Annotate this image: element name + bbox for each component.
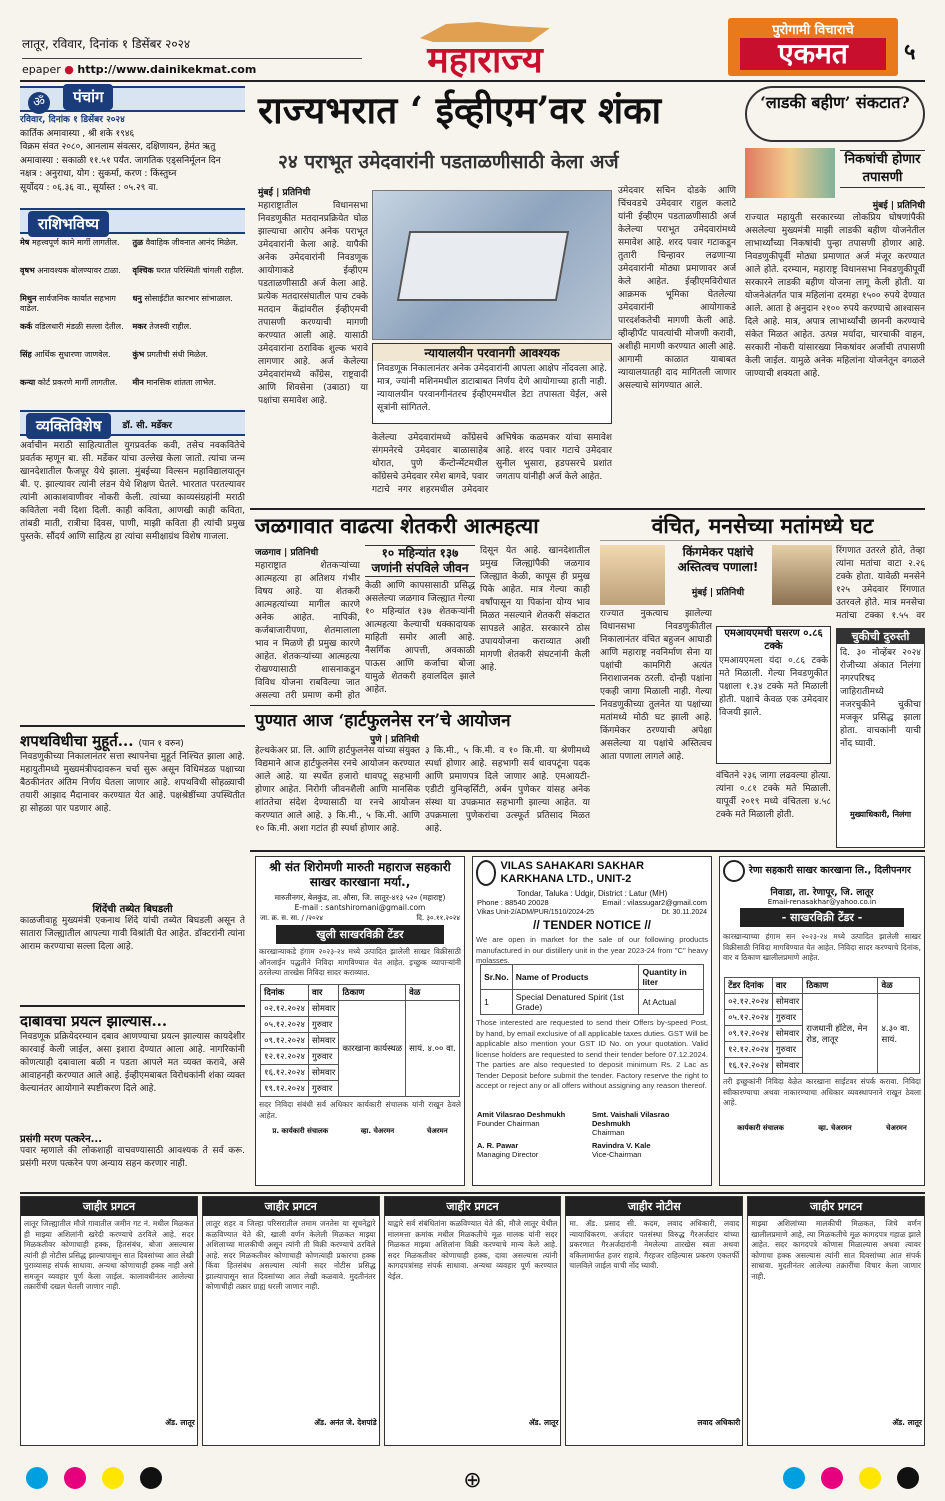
shapath-body2: काळजीवाहू मुख्यमंत्री एकनाथ शिंदे यांची तब्येत बिघडली असून ते सातारा जिल्ह्यातील आपल्या गावी विश्रांती घेत आहेत. डॉक्टरांनी त्यांना आराम करण्याचा सल्ला दिला आहे. xyxy=(20,916,245,952)
rashi-header xyxy=(20,208,245,234)
panchang-line: अमावास्या : सकाळी ११.५१ पर्यंत. जागतिक एड्सनिर्मूलन दिन xyxy=(20,155,221,166)
shapath-article xyxy=(20,725,245,1015)
brand-name: एकमत xyxy=(740,38,886,70)
ad-rena-tender: - साखरविक्री टेंडर - xyxy=(740,908,904,927)
ad-rena-footer: तरी इच्छुकांनी निविदा वेळेत कारखाना साईटवर संपर्क करावा. निविदा स्वीकारण्याचा अथवा नाकारण्याचा अधिकार व्यवस्थापनाने राखून ठेवला आहे. xyxy=(723,1077,921,1107)
pune-byline: पुणे | प्रतिनिधी xyxy=(370,735,419,745)
dabav-subhead: प्रसंगी मरण पत्करेन... xyxy=(20,1134,103,1145)
mns-headline: वंचित, मनसेच्या मतांमध्ये घट xyxy=(651,513,874,538)
vyakti-body: अर्वाचीन मराठी साहित्यातील युगप्रवर्तक कवी, तसेच नवकवितेचे प्रवर्तक म्हणून बा. सी. मर्डेकर यांचा उल्लेख केला जातो. त्यांचा जन्म खानदेशातील फैजपूर येथे झाला. मुंबईच्या विल्सन महाविद्यालयातून बी. ए. झाल्यावर त्यांनी लंडन येथे शिक्षण घेतले. भारतात परतल्यावर त्यांनी आकाशवाणीवर नोकरी केली. त्यांच्या काव्यसंग्रहांनी मराठी कवितेला नवी दिशा दिली. काही कविता, आणखी काही कविता, तांबडी माती, रात्रीचा दिवस, पाणी, माझी कविता ही त्यांची प्रमुख पुस्तके. सौंदर्य आणि साहित्य हा त्यांचा समीक्षाग्रंथ विशेष गाजला. xyxy=(20,441,245,542)
rashi-item: मेष महत्त्वपूर्ण कामे मार्गी लागतील. xyxy=(20,238,120,247)
globe-icon: ● xyxy=(64,63,74,76)
rashi-item: मकर तेजस्वी राहील. xyxy=(132,322,192,331)
table-row: ०५.१२.२०२४ गुरुवार xyxy=(261,1017,460,1033)
ad-shri-email: E-mail : santshiromani@gmail.com xyxy=(294,903,426,912)
lead-col3: उमेदवार सचिन दोडके आणि चिंचवडचे उमेदवार राहुल कलाटे यांनी ईव्हीएम पडताळणीसाठी अर्ज केलेल्या पराभूत उमेदवारांमध्ये समावेश आहे. शरद पवार गटाकडून तुतारी चिन्हावर लढणाऱ्या उमेदवारांनी मोठ्या प्रमाणावर अर्ज केले आहेत. ईव्हीएमविरोधात आक्रमक भूमिका घेतलेल्या उमेदवारांनी आयोगाकडे पारदर्शकतेची मागणी केली आहे. व्हीव्हीपॅट पावत्यांची मोजणी करावी, अशीही मागणी करण्यात आली आहे. आगामी काळात याबाबत न्यायालयातही दाद मागितली जाणार असल्याचे सांगण्यात आले. xyxy=(618,186,736,391)
ladki-body: राज्यात महायुती सरकारच्या लोकप्रिय घोषणांपैकी असलेल्या मुख्यमंत्री माझी लाडकी बहीण योजनेतील लाभार्थ्यांच्या निकषांची पुन्हा तपासणी होणार आहे. निवडणुकीपूर्वी मोठ्या प्रमाणात अर्ज मंजूर करण्यात आले होते. दरम्यान, महाराष्ट्र विधानसभा निवडणुकीपूर्वी सरकारने लाडकी बहीण योजना लागू केली होती. या योजनेअंतर्गत पात्र महिलांना दरमहा १५०० रुपये देण्यात आले. आता हे अनुदान २१०० रुपये करण्याचे आश्वासन दिले आहे. मात्र, अपात्र लाभार्थ्यांची छाननी करण्याचे संकेत मिळत आहेत. उत्पन्न मर्यादा, चारचाकी वाहन, सरकारी नोकरी यांसारख्या निकषांवर अर्जांची तपासणी केली जाईल. यामुळे अनेक महिलांना योजनेतून वगळले जाण्याची शक्यता आहे. xyxy=(745,213,925,379)
correction-title: चुकीची दुरुस्ती xyxy=(837,629,924,644)
rashi-title: राशिभविष्य xyxy=(28,211,109,237)
table-row: ०९.१२.२०२४ सोमवार xyxy=(261,1033,460,1049)
ad-vilas-heading: // TENDER NOTICE // xyxy=(532,918,651,932)
table-row: ०२.१२.२०२४ सोमवार राजधानी हॉटेल, मेन रोड, लातूर ४.३० वा. सायं. xyxy=(725,994,920,1010)
ad-vilas-intro: We are open in market for the sale of our following products manufactured in our distillery unit in the year 2023-24 from "C" heavy molasses. xyxy=(476,935,708,964)
classified-ad: जाहीर प्रगटन माझ्या अशिलांच्या मालकीची मिळकत, जिचे वर्णन खालीलप्रमाणे आहे, त्या मिळकतीचे मूळ कागदपत्र गहाळ झाले आहेत. सदर कागदपत्रे कोणास मिळाल्यास अथवा त्यावर कोणाचा हक्क असल्यास त्यांनी सात दिवसांच्या आत संपर्क साधावा. मुदतीनंतर आलेल्या तक्रारींचा विचार केला जाणार नाही. अ‍ॅड. लातूर xyxy=(747,1196,925,1446)
section-title: महाराज्य xyxy=(427,39,543,81)
panchang-line: कार्तिक अमावास्या , श्री शके १९४६ xyxy=(20,128,135,139)
mns-col3: वंचितने २३६ जागा लढवल्या होत्या. त्यांना ०.८१ टक्के मते मिळाली. यापूर्वी २०१९ मध्ये वंचितला ४.५८ टक्के मते मिळाली होती. xyxy=(716,771,831,820)
lead-col4: केलेल्या उमेदवारांमध्ये काँग्रेसचे संगमनेरचे उमेदवार बाळासाहेब थोरात, पुणे कँन्टोन्मेंटमधील काँग्रेसचे उमेदवार रमेश बागवे, पवार गटाचे नगर शहरमधील उमेदवार अभिषेक कळमकर यांचा समावेश आहे. शरद पवार गटाचे उमेदवार सुनील भुसारा, हडपसरचे प्रशांत जगताप यांनीही अर्ज केले आहेत. xyxy=(372,433,612,495)
masthead-left xyxy=(22,35,362,76)
ad-shri-address: मारुतीनगर, बेलकुंड, ता. औसा, जि. लातूर-४१३ ५२० (महाराष्ट्र) xyxy=(274,893,446,902)
panchang-body xyxy=(20,114,245,195)
rashi-item: कन्या कोर्ट प्रकरणे मार्गी लागतील. xyxy=(20,378,118,387)
ladki-tag: निकषांची होणार तपासणी xyxy=(840,150,925,188)
mim-box xyxy=(716,626,831,764)
pune-col2: ३ कि.मी., ५ कि.मी. व १० कि.मी. या श्रेणीमध्ये स्पर्धा होणार आहे. सहभागी सर्व धावपटूंना पदक आणि प्रमाणपत्र दिले जाणार आहे. एमआयटी-एडीटी युनिव्हर्सिटी, अर्बन पुणेकर यांसह अनेक संस्था या उपक्रमात सहभागी झाल्या आहेत. या उपक्रमाला पुणेकरांचा उत्स्फूर्त प्रतिसाद मिळत आहे. xyxy=(425,746,590,834)
lead-headline: राज्यभरात ‘ ईव्हीएम’वर शंका xyxy=(258,88,662,132)
evm-photo xyxy=(372,190,612,340)
section-banner xyxy=(395,22,575,81)
mim-box-title: एमआयएमची घसरण ०.८६ टक्के xyxy=(724,628,823,652)
classified-ad: जाहीर नोटीस मा. अ‍ॅड. प्रसाद सी. कदम, लवाद अधिकारी, लवाद न्यायाधिकरण. अर्जदार पतसंस्था विरुद्ध गैरअर्जदार यांच्या प्रकरणात गैरअर्जदारांनी नेमलेल्या तारखेस स्वतः अथवा वकिलामार्फत हजर राहावे. गैरहजर राहिल्यास प्रकरण एकतर्फी चालविले जाईल याची नोंद घ्यावी. लवाद अधिकारी xyxy=(565,1196,743,1446)
classified-ad: जाहीर प्रगटन लातूर जिल्ह्यातील मौजे गावातील जमीन गट नं. मधील मिळकत ही माझ्या अशिलांनी खरेदी करण्याचे ठरविले आहे. सदर मिळकतीवर कोणाचाही हक्क, हितसंबंध, बोजा असल्यास त्यांनी ही नोटीस प्रसिद्ध झाल्यापासून सात दिवसांच्या आत लेखी पुराव्यासह संपर्क साधावा. अन्यथा कोणाचाही हक्क नाही असे समजून व्यवहार पूर्ण केला जाईल. कालावधीनंतर आलेल्या तक्रारींची दखल घेतली जाणार नाही. अ‍ॅड. लातूर xyxy=(20,1196,198,1446)
vyakti-title: व्यक्तिविशेष xyxy=(26,413,111,439)
pune-col1: हेल्थकेअर प्रा. लि. आणि हार्टफुलनेस यांच्या संयुक्त विद्यमाने आज हार्टफुलनेस रनचे आयोजन करण्यात आले आहे. या स्पर्धेत हजारो धावपटू सहभागी होणार आहेत. निरोगी जीवनशैली आणि मानसिक शांततेचा संदेश देण्यासाठी या रनचे आयोजन करण्यात आले आहे. ३ कि.मी., ५ कि.मी. आणि १० कि.मी. अशा गटांत ही स्पर्धा होणार आहे. xyxy=(255,746,420,834)
ad-rena: रेणा सहकारी साखर कारखाना लि., दिलीपनगर निवाडा, ता. रेणापूर, जि. लातूर Email-renasakhar@yahoo.co.in - साखरविक्री टेंडर - कारखान्याच्या हंगाम सन २०२३-२४ मध्ये उत्पादित झालेली साखर विक्रीसाठी निविदा मागविण्यात येत आहेत. निविदा सादर करण्याचे दिनांक, वार व ठिकाण खालीलप्रमाणे आहेत. टेंडर दिनांक वार ठिकाण वेळ ०२.१२.२०२४ सोमवार राजधानी हॉटेल, मेन रोड, लातूर ४.३० वा. सायं. ०५.१२.२०२४ गुरुवार ०९.१२.२०२४ सोमवार १२.१२.२०२४ गुरुवार १६.१२.२०२४ सोमवार तरी इच्छुकांनी निविदा वेळेत कारखाना साईटवर संपर्क करावा. निविदा स्वीकारण्याचा अथवा नाकारण्याचा अधिकार व्यवस्थापनाने राखून ठेवला आहे. कार्यकारी संचालक व्हा. चेअरमन चेअरमन xyxy=(719,856,925,1186)
table-row: 1 Special Denatured Spirit (1st Grade) At Actual xyxy=(481,990,704,1015)
rashi-item: मिथुन सार्वजनिक कार्यात सहभाग वाढेल. xyxy=(20,294,116,313)
table-row: १६.१२.२०२४ सोमवार xyxy=(261,1065,460,1081)
epaper-label: epaper xyxy=(22,63,61,76)
mns-col2: रिंगणात उतरले होते, तेव्हा त्यांना मतांचा वाटा २.२६ टक्के होता. यावेळी मनसेने १२५ उमेदवार रिंगणात उतरवले होते. मात्र मनसेचा मतांचा टक्का १.५५ वर xyxy=(836,546,925,621)
cmyk-marks-left xyxy=(18,1467,170,1493)
ad-rena-table: टेंडर दिनांक वार ठिकाण वेळ ०२.१२.२०२४ सोमवार राजधानी हॉटेल, मेन रोड, लातूर ४.३० वा. सायं. ०५.१२.२०२४ गुरुवार ०९.१२.२०२४ सोमवार १२.१२.२०२४ गुरुवार १६.१२.२०२४ सोमवार xyxy=(724,977,920,1074)
jalgaon-col1: महाराष्ट्रात शेतकऱ्यांच्या आत्महत्या हा अतिशय गंभीर विषय आहे. या शेतकरी आत्महत्यांच्या मागील कारणे अनेक आहेत. नापिकी, कर्जबाजारीपणा, शेतमालाला भाव न मिळणे ही प्रमुख कारणे आहेत. शेतकऱ्यांच्या आत्महत्या रोखण्यासाठी शासनाकडून विविध योजना राबविल्या जात असल्या तरी प्रमाण कमी होत xyxy=(255,561,360,701)
ad-vilas-address: Tondar, Taluka : Udgir, District : Latur (MH) xyxy=(516,889,668,898)
ladki-headline-box xyxy=(745,86,925,142)
correction-notice xyxy=(836,628,925,848)
ad-shri-date: दि. ३०.११.२०२४ xyxy=(416,914,460,922)
classified-ad: जाहीर प्रगटन लातूर शहर व जिल्हा परिसरातील तमाम जनतेस या सूचनेद्वारे कळविण्यात येते की, खाली वर्णन केलेली मिळकत माझ्या अशिलाच्या मालकीची असून त्यांनी ती विक्री करण्याचे ठरविले आहे. सदर मिळकतीवर कोणाचाही कोणत्याही प्रकारचा हक्क किंवा हितसंबंध असल्यास त्यांनी सदर नोटीस प्रसिद्ध झाल्यापासून सात दिवसांच्या आत लेखी कळवावे. मुदतीनंतर कोणाचीही तक्रार ग्राह्य धरली जाणार नाही. अ‍ॅड. अनंत जे. देशपांडे xyxy=(202,1196,380,1446)
mim-box-text: एमआयएमला यंदा ०.८६ टक्के मते मिळाली. गेल्या निवडणुकीत पक्षाला १.३४ टक्के मते मिळाली होती. पक्षाचे केवळ एक उमेदवार विजयी झाले. xyxy=(719,656,828,718)
rena-logo-icon xyxy=(723,860,745,882)
rashi-item: धनु सोसाईटीत कारभार सांभाळाल. xyxy=(132,294,233,303)
ad-vilas-ref: Vikas Unit-2/ADM/PUR/1510/2024-25 xyxy=(477,909,594,916)
correction-body: दि. ३० नोव्हेंबर २०२४ रोजीच्या अंकात निलंगा नगरपरिषद जाहिरातीमध्ये नजरचुकीने चुकीचा मजकूर प्रसिद्ध झाला होता. वाचकांनी याची नोंद घ्यावी. xyxy=(840,648,921,749)
brand-logo xyxy=(728,18,898,76)
shapath-continued: (पान १ वरुन) xyxy=(138,739,184,749)
panchang-title: पंचांग xyxy=(63,84,113,110)
rashi-item: कर्क वडिलधारी मंडळी सल्ला देतील. xyxy=(20,322,124,331)
panchang-header xyxy=(20,86,245,112)
leader-photo-left xyxy=(600,545,665,605)
vyakti-byline: डॉ. सी. मर्डेकर xyxy=(122,421,172,431)
ad-shri-footer: सदर निविदा संबंधी सर्व अधिकार कार्यकारी संचालक यांनी राखून ठेवले आहेत. xyxy=(259,1100,461,1120)
table-row: ०५.१२.२०२४ गुरुवार xyxy=(725,1010,920,1026)
photo-caption: न्यायालयीन परवानगी आवश्यक xyxy=(373,344,611,361)
site-url[interactable]: http://www.dainikekmat.com xyxy=(77,63,257,76)
rashi-item: सिंह आर्थिक सुधारणा जाणवेल. xyxy=(20,350,111,359)
dabav-body: निवडणूक प्रक्रियेदरम्यान दबाव आणण्याचा प्रयत्न झाल्यास कायदेशीर कारवाई केली जाईल, असा इशारा देण्यात आला आहे. नागरिकांनी कोणत्याही दबावाला बळी न पडता आपले मत व्यक्त करावे, असे आवाहनही करण्यात आले आहे. ईव्हीएमबाबत विरोधकांनी शंका व्यक्त केल्यानंतर आयोगाने स्पष्टीकरण दिले आहे. xyxy=(20,1032,245,1094)
pune-headline: पुण्यात आज ‘हार्टफुलनेस रन’चे आयोजन xyxy=(255,711,511,731)
photo-box xyxy=(372,343,612,424)
cmyk-marks-right xyxy=(775,1467,927,1493)
ad-shri-ref: जा. क्र. स. सा. / /२०२४ xyxy=(260,914,323,922)
ad-vilas-body: Those interested are requested to send their Offers by-speed Post, by hand, by email exclusive of all applicable taxes duties. GST Will be applicable also mention your GST ID No. on your quotation. Valid license holders are requested to send their tender before 07.12.2024. The parties are also requested to deposit minimum Rs. 2 Lac as Tender Deposit before submit the tender. Factory reserve the right to accept or reject any or all offers without assigning any reason thereof. xyxy=(476,1018,708,1090)
ad-shri-intro: कारखान्याकडे हंगाम २०२३-२४ मध्ये उत्पादित झालेली साखर विक्रीसाठी ऑनलाईन पद्धतीने निविदा मागविण्यात येत आहेत. इच्छुक व्यापाऱ्यांनी ठरलेल्या तारखेस निविदा सादर कराव्यात. xyxy=(259,947,461,977)
panchang-line: नक्षत्र : अनुराधा, योग : सुकर्मा, करण : किंस्तुघ्न xyxy=(20,169,177,179)
photo-text: निवडणूक निकालानंतर अनेक उमेदवारांनी आपला आक्षेप नोंदवला आहे. मात्र, ज्यांनी मशिनमधील डाटाबाबत निर्णय देणे आयोगाच्या हाती नाही. न्यायालयीन परवानगीनंतरच ईव्हीएममधील डेटा तपासता येईल, असे सूत्रांनी सांगितले. xyxy=(377,364,607,413)
om-icon: ॐ xyxy=(28,92,50,114)
mns-byline: मुंबई | प्रतिनिधी xyxy=(691,588,745,598)
rashi-item: मीन मानसिक शांतता लाभेल. xyxy=(132,378,217,387)
ad-vilas-title: VILAS SAHAKARI SAKHAR KARKHANA LTD., UNIT-2 xyxy=(500,860,645,885)
ad-rena-intro: कारखान्याच्या हंगाम सन २०२३-२४ मध्ये उत्पादित झालेली साखर विक्रीसाठी निविदा मागविण्यात येत आहेत. निविदा सादर करण्याचे दिनांक, वार व ठिकाण खालीलप्रमाणे आहेत. xyxy=(723,932,921,962)
mns-tag: किंगमेकर पक्षांचे अस्तित्वच पणाला! xyxy=(677,545,759,574)
table-row: १९.१२.२०२४ गुरुवार xyxy=(261,1081,460,1097)
leader-photo-right xyxy=(772,545,832,605)
ad-vilas: VILAS SAHAKARI SAKHAR KARKHANA LTD., UNIT-2 Tondar, Taluka : Udgir, District : Latur (MH) Phone : 88540 20028 Email : vilassugar2@gmail.com Vikas Unit-2/ADM/PUR/1510/2024-25 Dt. 30.11.2024 // TENDER NOTICE // We are open in market for the sale of our following products manufactured in our distillery unit in the year 2023-24 from "C" heavy molasses. Sr.No. Name of Products Quantity in liter 1 Special Denatured Spirit (1st Grade) At Actual Those interested are requested to send their Offers by-speed Post, by hand, by email exclusive of all applicable taxes duties. GST Will be applicable also mention your GST ID No. on your quotation. Valid license holders are requested to send their tender before 07.12.2024. The parties are also requested to deposit minimum Rs. 2 Lac as Tender Deposit before submit the tender. Factory reserve the right to accept or reject any or all offers without assigning any reason thereof. Amit Vilasrao Deshmukh Founder Chairman Smt. Vaishali Vilasrao Deshmukh Chairman A. R. Pawar Managing Director Ravindra V. Kale Vice-Chairman xyxy=(472,856,712,1186)
table-row: ०२.१२.२०२४ सोमवार कारखाना कार्यस्थळ सायं. ४.०० वा. xyxy=(261,1001,460,1017)
shapath-body: निवडणुकीच्या निकालानंतर सत्ता स्थापनेचा मुहूर्त निश्चित झाला आहे. महायुतीमध्ये मुख्यमंत्रीपदावरून चर्चा सुरू असून विधिमंडळ पक्षाच्या बैठकीनंतर अंतिम निर्णय घेतला जाणार आहे. शपथविधी सोहळ्याची तयारी आझाद मैदानावर करण्यात येत आहे. पक्षश्रेष्ठींच्या उपस्थितीत हा सोहळा पार पडणार आहे. xyxy=(20,752,245,814)
brand-tag: पुरोगामी विचाराचे xyxy=(772,23,854,38)
jalgaon-byline: जळगाव | प्रतिनिधी xyxy=(255,548,319,558)
correction-sign: मुख्याधिकारी, निलंगा xyxy=(849,810,912,819)
mns-col1: राज्यात नुकत्याच झालेल्या विधानसभा निवडणुकीतील निकालानंतर वंचित बहुजन आघाडी आणि महाराष्ट्र नवनिर्माण सेना या पक्षांची कामगिरी अत्यंत निराशाजनक ठरली. दोन्ही पक्षांना एकही जागा मिळाली नाही. गेल्या निवडणुकीच्या तुलनेत या पक्षांच्या मतांमध्ये मोठी घट झाली आहे. किंगमेकर ठरण्याची अपेक्षा असलेल्या या पक्षांचे अस्तित्वच आता पणाला लागले आहे. xyxy=(600,609,712,762)
rashi-item: कुंभ प्रगतीची संधी मिळेल. xyxy=(132,350,209,359)
ad-vilas-table: Sr.No. Name of Products Quantity in liter 1 Special Denatured Spirit (1st Grade) At Actual xyxy=(480,964,704,1015)
rashi-item: वृश्चिक घरात परिस्थिती चांगली राहील. xyxy=(132,266,244,275)
ad-shri-tender: खुली साखरविक्री टेंडर xyxy=(276,925,444,944)
ad-vilas-phone: Phone : 88540 20028 xyxy=(477,898,549,907)
lead-col1: महाराष्ट्रातील विधानसभा निवडणुकीत मतदानप्रक्रियेत घोळ झाल्याचा आरोप अनेक पराभूत उमेदवारांनी केला आहे. यापैकी अनेक उमेदवारांनी निवडणूक आयोगाकडे ईव्हीएम पडताळणीसाठी अर्ज केला आहे. प्रत्येक मतदारसंघातील पाच टक्के मतदान केंद्रांवरील ईव्हीएमची तपासणी करण्याची मागणी करण्यात आली आहे. यासाठी उमेदवारांना ठराविक शुल्क भरावे लागणार आहे. अर्ज केलेल्या उमेदवारांमध्ये काँग्रेस, राष्ट्रवादी आणि शिवसेना (उबाठा) या पक्षांचा समावेश आहे. xyxy=(258,201,368,406)
ad-rena-email: Email-renasakhar@yahoo.co.in xyxy=(767,898,877,906)
panchang-line: विक्रम संवत २०८०, आनलाम संवत्सर, दक्षिणायन, हेमंत ऋतु xyxy=(20,142,216,152)
ladki-headline: ‘लाडकी बहीण’ संकटात? xyxy=(760,93,910,112)
jalgaon-headline: जळगावात वाढत्या शेतकरी आत्महत्या xyxy=(255,513,539,538)
classified-ad: जाहीर प्रगटन याद्वारे सर्व संबंधितांना कळविण्यात येते की, मौजे लातूर येथील मालमत्ता क्रमांक मधील मिळकतीचे मूळ मालक यांनी सदर मिळकत माझ्या अशिलांना विक्री करण्याचे मान्य केले आहे. सदर मिळकतीवर कोणाचाही हक्क, दावा असल्यास त्यांनी कागदपत्रांसह संपर्क साधावा. अन्यथा व्यवहार पूर्ण करण्यात येईल. अ‍ॅड. लातूर xyxy=(384,1196,562,1446)
dabav-body2: पवार म्हणाले की लोकशाही वाचवण्यासाठी आवश्यक ते सर्व करू. प्रसंगी मरण पत्करेन पण अन्याय सहन करणार नाही. xyxy=(20,1146,245,1169)
shapath-title: शपथविधीचा मुहूर्त... xyxy=(20,732,134,750)
jalgaon-col2: केळी आणि कापसासाठी प्रसिद्ध असलेल्या जळगाव जिल्ह्यात गेल्या १० महिन्यांत १३७ शेतकऱ्यांनी आत्महत्या केल्याची धक्कादायक माहिती समोर आली आहे. नैसर्गिक आपत्ती, अवकाळी पाऊस आणि कर्जाचा बोजा यामुळे शेतकरी हवालदिल झाले आहेत. xyxy=(365,581,475,695)
dabav-title: दाबावचा प्रयत्न झाल्यास... xyxy=(20,1012,168,1030)
lead-subhead: २४ पराभूत उमेदवारांनी पडताळणीसाठी केला अर्ज xyxy=(278,151,619,173)
registration-strip xyxy=(0,1462,945,1498)
table-row: १६.१२.२०२४ सोमवार xyxy=(725,1058,920,1074)
vyakti-header xyxy=(20,410,245,436)
shapath-subhead: शिंदेंची तब्येत बिघडली xyxy=(92,904,173,915)
dabav-article xyxy=(20,1005,245,1205)
table-row: ०९.१२.२०२४ सोमवार xyxy=(725,1026,920,1042)
ad-shri-sant: श्री संत शिरोमणी मारुती महाराज सहकारी साखर कारखाना मर्या., मारुतीनगर, बेलकुंड, ता. औसा, जि. लातूर-४१३ ५२० (महाराष्ट्र) E-mail : santshiromani@gmail.com जा. क्र. स. सा. / /२०२४ दि. ३०.११.२०२४ खुली साखरविक्री टेंडर कारखान्याकडे हंगाम २०२३-२४ मध्ये उत्पादित झालेली साखर विक्रीसाठी ऑनलाईन पद्धतीने निविदा मागविण्यात येत आहेत. इच्छुक व्यापाऱ्यांनी ठरलेल्या तारखेस निविदा सादर कराव्यात. दिनांक वार ठिकाण वेळ ०२.१२.२०२४ सोमवार कारखाना कार्यस्थळ सायं. ४.०० वा. ०५.१२.२०२४ गुरुवार ०९.१२.२०२४ सोमवार १२.१२.२०२४ गुरुवार १६.१२.२०२४ सोमवार १९.१२.२०२४ गुरुवार सदर निविदा संबंधी सर्व अधिकार कार्यकारी संचालक यांनी राखून ठेवले आहेत. प्र. कार्यकारी संचालक व्हा. चेअरमन चेअरमन xyxy=(255,856,465,1186)
jalgaon-col3: दिसून येत आहे. खानदेशातील प्रमुख जिल्ह्यांपैकी जळगाव जिल्ह्यात केळी, कापूस ही प्रमुख पिके आहेत. मात्र गेल्या काही वर्षांपासून या पिकांना योग्य भाव मिळत नसल्याने शेतकरी संकटात सापडले आहेत. सरकारने ठोस उपाययोजना कराव्यात अशी मागणी शेतकरी संघटनांनी केली आहे. xyxy=(480,546,590,673)
crosshair-icon: ⊕ xyxy=(463,1467,482,1493)
women-illustration xyxy=(745,148,835,198)
ladki-byline: मुंबई | प्रतिनिधी xyxy=(872,201,925,211)
page-number: ५ xyxy=(904,39,916,65)
evm-machine-icon xyxy=(397,231,569,301)
ad-rena-title: रेणा सहकारी साखर कारखाना लि., दिलीपनगर xyxy=(749,865,911,876)
vilas-logo-icon xyxy=(476,860,496,886)
ad-rena-subtitle: निवाडा, ता. रेणापूर, जि. लातूर xyxy=(770,888,874,898)
rashi-item: तुळ वैवाहिक जीवनात आनंद मिळेल. xyxy=(132,238,239,247)
table-row: १२.१२.२०२४ गुरुवार xyxy=(725,1042,920,1058)
table-row: १२.१२.२०२४ गुरुवार xyxy=(261,1049,460,1065)
rashi-item: वृषभ अनावश्यक बोलण्यावर टाळा. xyxy=(20,266,121,275)
dateline: लातूर, रविवार, दिनांक १ डिसेंबर २०२४ xyxy=(22,37,191,51)
ad-shri-table: दिनांक वार ठिकाण वेळ ०२.१२.२०२४ सोमवार कारखाना कार्यस्थळ सायं. ४.०० वा. ०५.१२.२०२४ गुरुवार ०९.१२.२०२४ सोमवार १२.१२.२०२४ गुरुवार १६.१२.२०२४ सोमवार १९.१२.२०२४ गुरुवार xyxy=(260,984,460,1097)
ad-vilas-date: Dt. 30.11.2024 xyxy=(661,909,707,916)
lead-byline: मुंबई | प्रतिनिधी xyxy=(258,188,311,198)
classifieds xyxy=(20,1196,925,1446)
panchang-date: रविवार, दिनांक १ डिसेंबर २०२४ xyxy=(20,115,125,125)
rashi-grid xyxy=(20,238,245,408)
ad-vilas-email: Email : vilassugar2@gmail.com xyxy=(602,898,707,907)
panchang-line: सूर्योदय : ०६.३६ वा., सूर्यास्त : ०५.२९ वा. xyxy=(20,182,159,193)
jalgaon-box-title: १० महिन्यांत १३७ जणांनी संपविले जीवन xyxy=(365,545,475,577)
ad-shri-title: श्री संत शिरोमणी मारुती महाराज सहकारी साखर कारखाना मर्या., xyxy=(269,860,451,889)
